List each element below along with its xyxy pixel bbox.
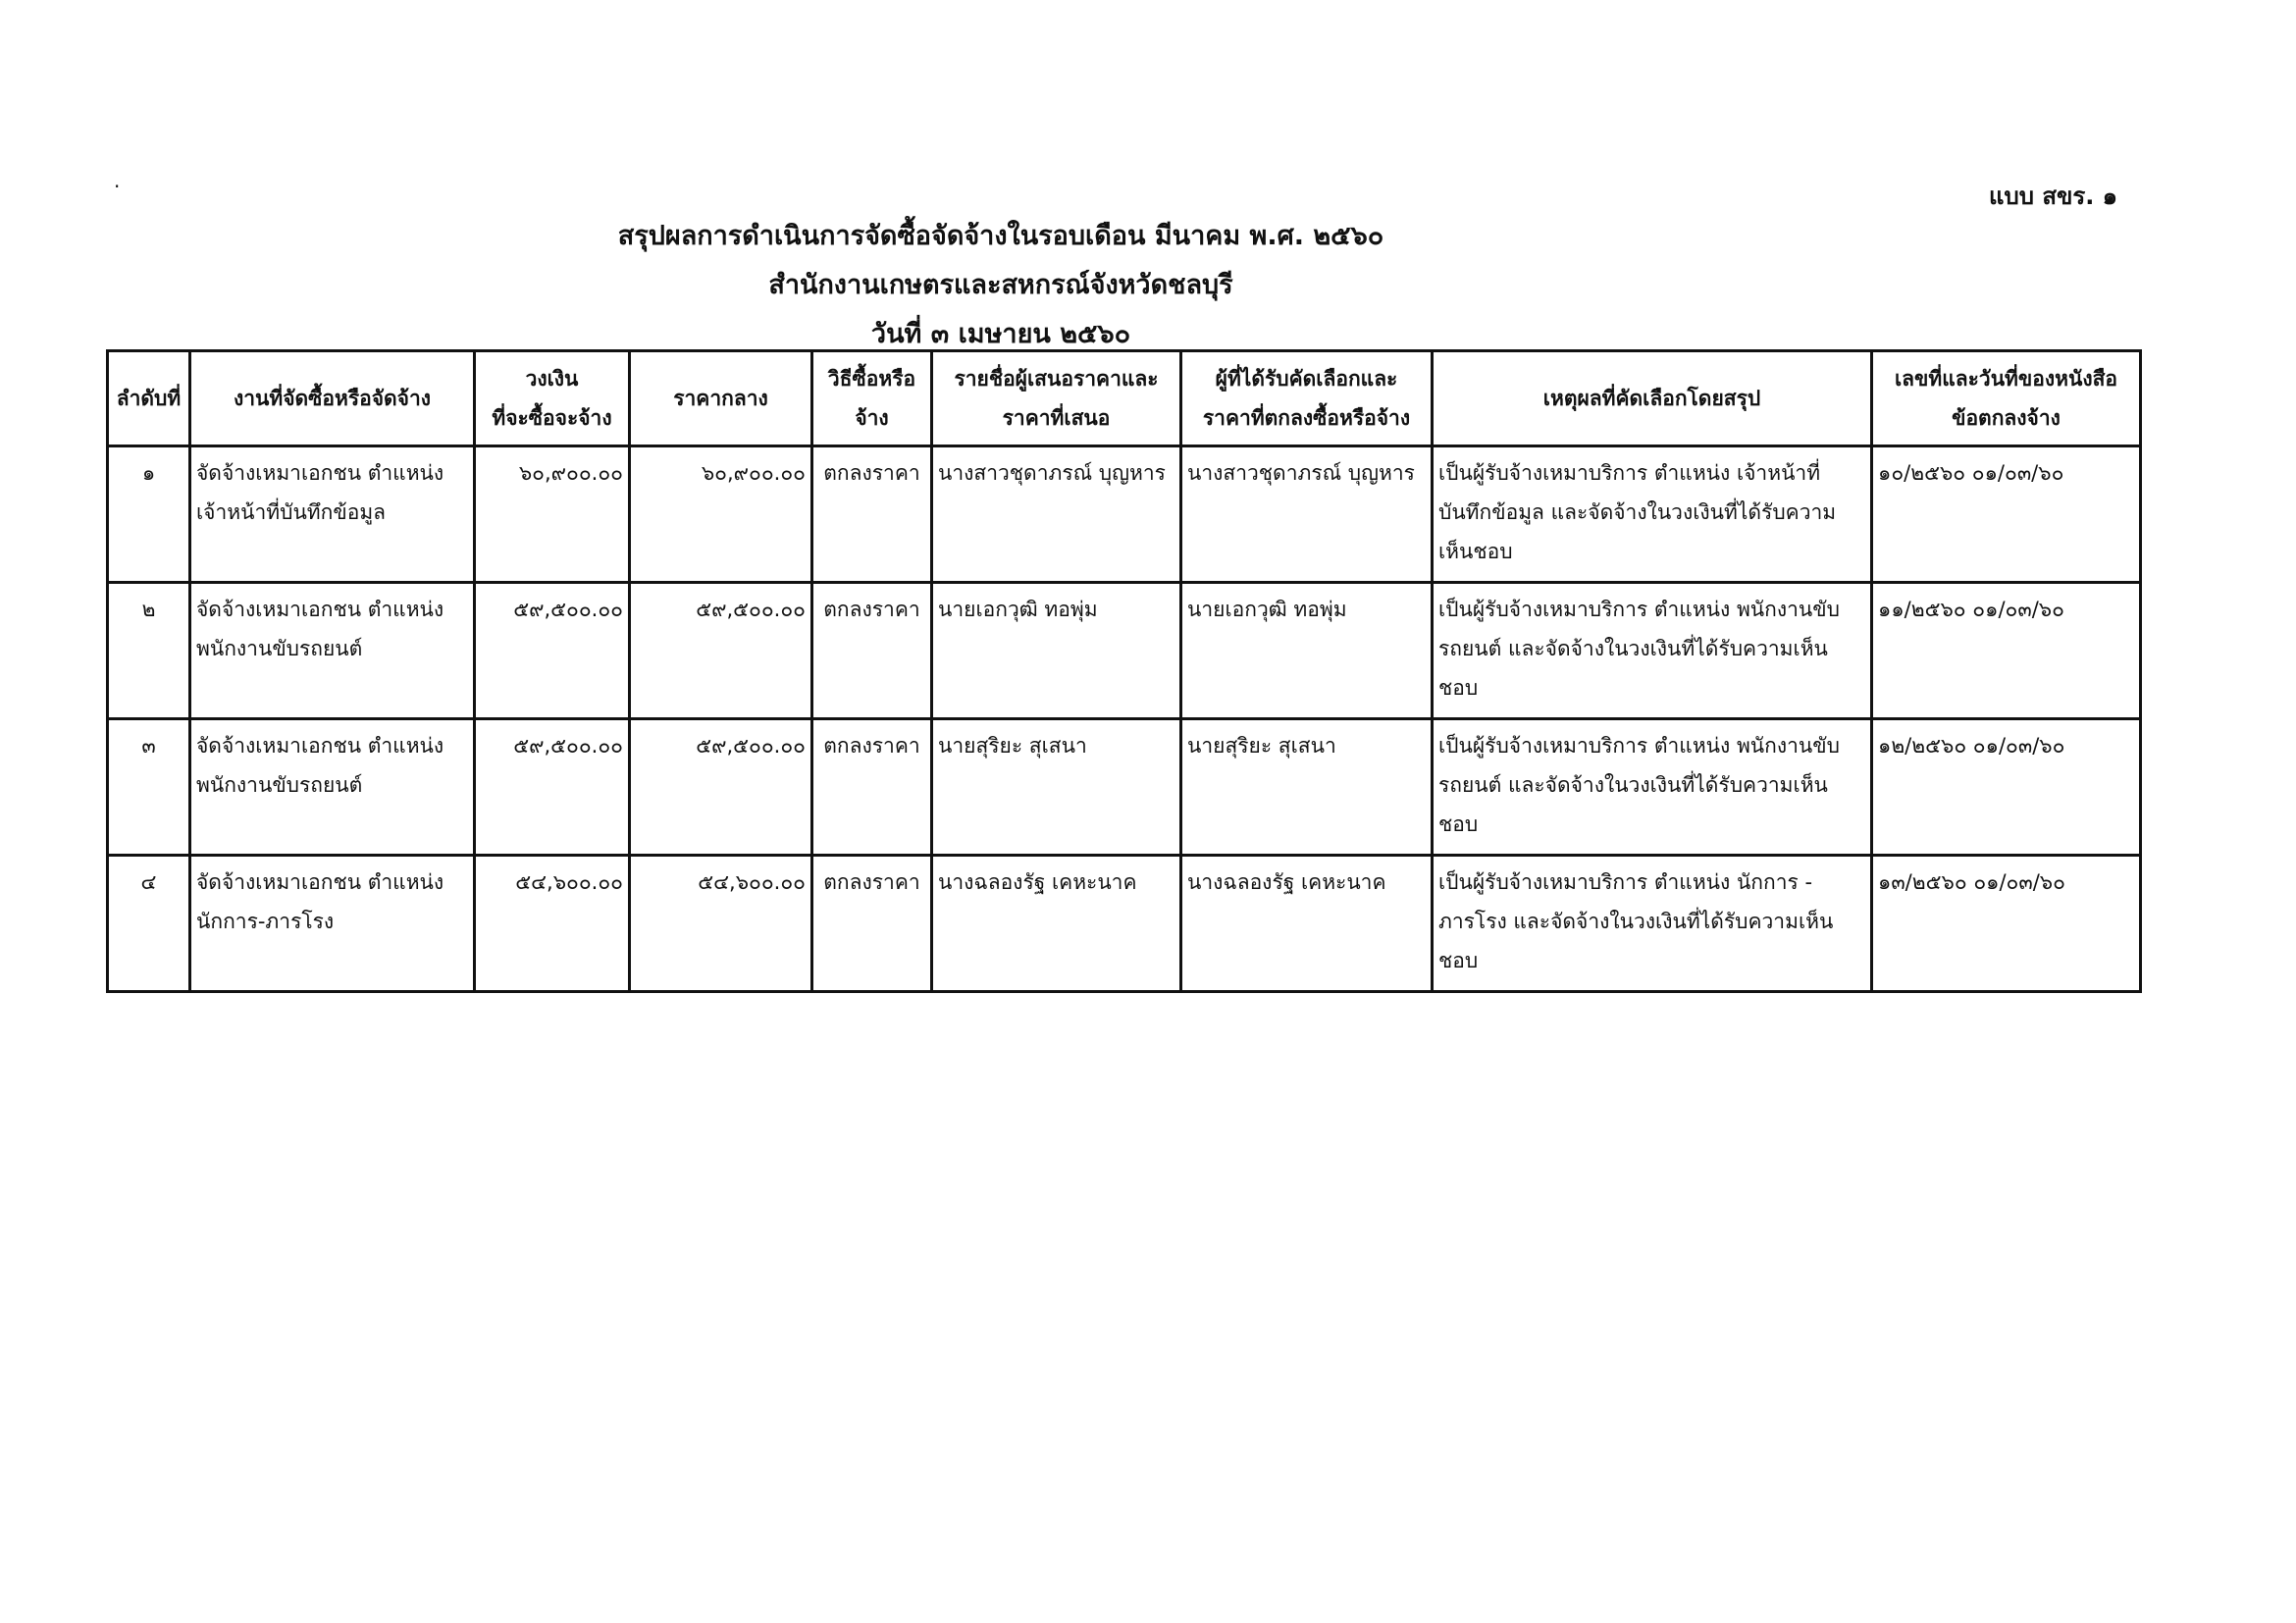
- col-header-method: วิธีซื้อหรือ จ้าง: [812, 351, 932, 446]
- row-contract: ๑๒/๒๕๖๐ ๐๑/๐๓/๖๐: [1872, 719, 2141, 856]
- row-budget: ๕๔,๖๐๐.๐๐: [475, 856, 630, 992]
- row-selected: นางสาวชุดาภรณ์ บุญหาร: [1181, 446, 1433, 583]
- row-reason: เป็นผู้รับจ้างเหมาบริการ ตำแหน่ง พนักงานขับรถยนต์ และจัดจ้างในวงเงินที่ได้รับความเห็นชอบ: [1433, 719, 1872, 856]
- table-row: [108, 719, 2141, 856]
- row-bidder: นายเอกวุฒิ ทอพุ่ม: [932, 583, 1181, 719]
- row-median-price: ๕๙,๕๐๐.๐๐: [630, 583, 812, 719]
- row-item: จัดจ้างเหมาเอกชน ตำแหน่ง นักการ-ภารโรง: [190, 856, 475, 992]
- row-contract: ๑๑/๒๕๖๐ ๐๑/๐๓/๖๐: [1872, 583, 2141, 719]
- col-header-no: ลำดับที่: [108, 351, 190, 446]
- row-contract: ๑๓/๒๕๖๐ ๐๑/๐๓/๖๐: [1872, 856, 2141, 992]
- row-no: ๔: [108, 856, 190, 992]
- row-method: ตกลงราคา: [812, 719, 932, 856]
- row-median-price: ๕๙,๕๐๐.๐๐: [630, 719, 812, 856]
- row-bidder: นายสุริยะ สุเสนา: [932, 719, 1181, 856]
- procurement-table: [106, 349, 2142, 993]
- row-bidder: นางฉลองรัฐ เคหะนาค: [932, 856, 1181, 992]
- row-median-price: ๖๐,๙๐๐.๐๐: [630, 446, 812, 583]
- row-no: ๒: [108, 583, 190, 719]
- document-title: สรุปผลการดำเนินการจัดซื้อจัดจ้างในรอบเดือน มีนาคม พ.ศ. ๒๕๖๐: [617, 221, 1384, 251]
- row-no: ๑: [108, 446, 190, 583]
- row-budget: ๕๙,๕๐๐.๐๐: [475, 583, 630, 719]
- col-header-reason: เหตุผลที่คัดเลือกโดยสรุป: [1433, 351, 1872, 446]
- row-contract: ๑๐/๒๕๖๐ ๐๑/๐๓/๖๐: [1872, 446, 2141, 583]
- row-reason: เป็นผู้รับจ้างเหมาบริการ ตำแหน่ง นักการ - ภารโรง และจัดจ้างในวงเงินที่ได้รับความเห็นชอบ: [1433, 856, 1872, 992]
- scan-mark: ·: [114, 175, 121, 198]
- form-code: แบบ สขร. ๑: [1989, 183, 2117, 210]
- row-selected: นางฉลองรัฐ เคหะนาค: [1181, 856, 1433, 992]
- row-budget: ๖๐,๙๐๐.๐๐: [475, 446, 630, 583]
- row-bidder: นางสาวชุดาภรณ์ บุญหาร: [932, 446, 1181, 583]
- col-header-median-price: ราคากลาง: [630, 351, 812, 446]
- row-item: จัดจ้างเหมาเอกชน ตำแหน่ง พนักงานขับรถยนต์: [190, 719, 475, 856]
- row-method: ตกลงราคา: [812, 446, 932, 583]
- agency-name: สำนักงานเกษตรและสหกรณ์จังหวัดชลบุรี: [768, 270, 1233, 300]
- row-item: จัดจ้างเหมาเอกชน ตำแหน่ง เจ้าหน้าที่บันทึกข้อมูล: [190, 446, 475, 583]
- row-selected: นายเอกวุฒิ ทอพุ่ม: [1181, 583, 1433, 719]
- row-budget: ๕๙,๕๐๐.๐๐: [475, 719, 630, 856]
- col-header-bidders: รายชื่อผู้เสนอราคาและ ราคาที่เสนอ: [932, 351, 1181, 446]
- col-header-item: งานที่จัดซื้อหรือจัดจ้าง: [190, 351, 475, 446]
- row-method: ตกลงราคา: [812, 583, 932, 719]
- document-date: วันที่ ๓ เมษายน ๒๕๖๐: [870, 319, 1131, 349]
- row-reason: เป็นผู้รับจ้างเหมาบริการ ตำแหน่ง เจ้าหน้าที่บันทึกข้อมูล และจัดจ้างในวงเงินที่ได้รับความเห็นชอบ: [1433, 446, 1872, 583]
- row-item: จัดจ้างเหมาเอกชน ตำแหน่ง พนักงานขับรถยนต์: [190, 583, 475, 719]
- row-method: ตกลงราคา: [812, 856, 932, 992]
- row-median-price: ๕๔,๖๐๐.๐๐: [630, 856, 812, 992]
- table-row: [108, 856, 2141, 992]
- col-header-selected: ผู้ที่ได้รับคัดเลือกและ ราคาที่ตกลงซื้อหรือจ้าง: [1181, 351, 1433, 446]
- col-header-budget: วงเงิน ที่จะซื้อจะจ้าง: [475, 351, 630, 446]
- table-row: [108, 446, 2141, 583]
- col-header-contract: เลขที่และวันที่ของหนังสือ ข้อตกลงจ้าง: [1872, 351, 2141, 446]
- row-no: ๓: [108, 719, 190, 856]
- row-selected: นายสุริยะ สุเสนา: [1181, 719, 1433, 856]
- table-header-row: [108, 351, 2141, 446]
- row-reason: เป็นผู้รับจ้างเหมาบริการ ตำแหน่ง พนักงานขับรถยนต์ และจัดจ้างในวงเงินที่ได้รับความเห็นชอบ: [1433, 583, 1872, 719]
- table-row: [108, 583, 2141, 719]
